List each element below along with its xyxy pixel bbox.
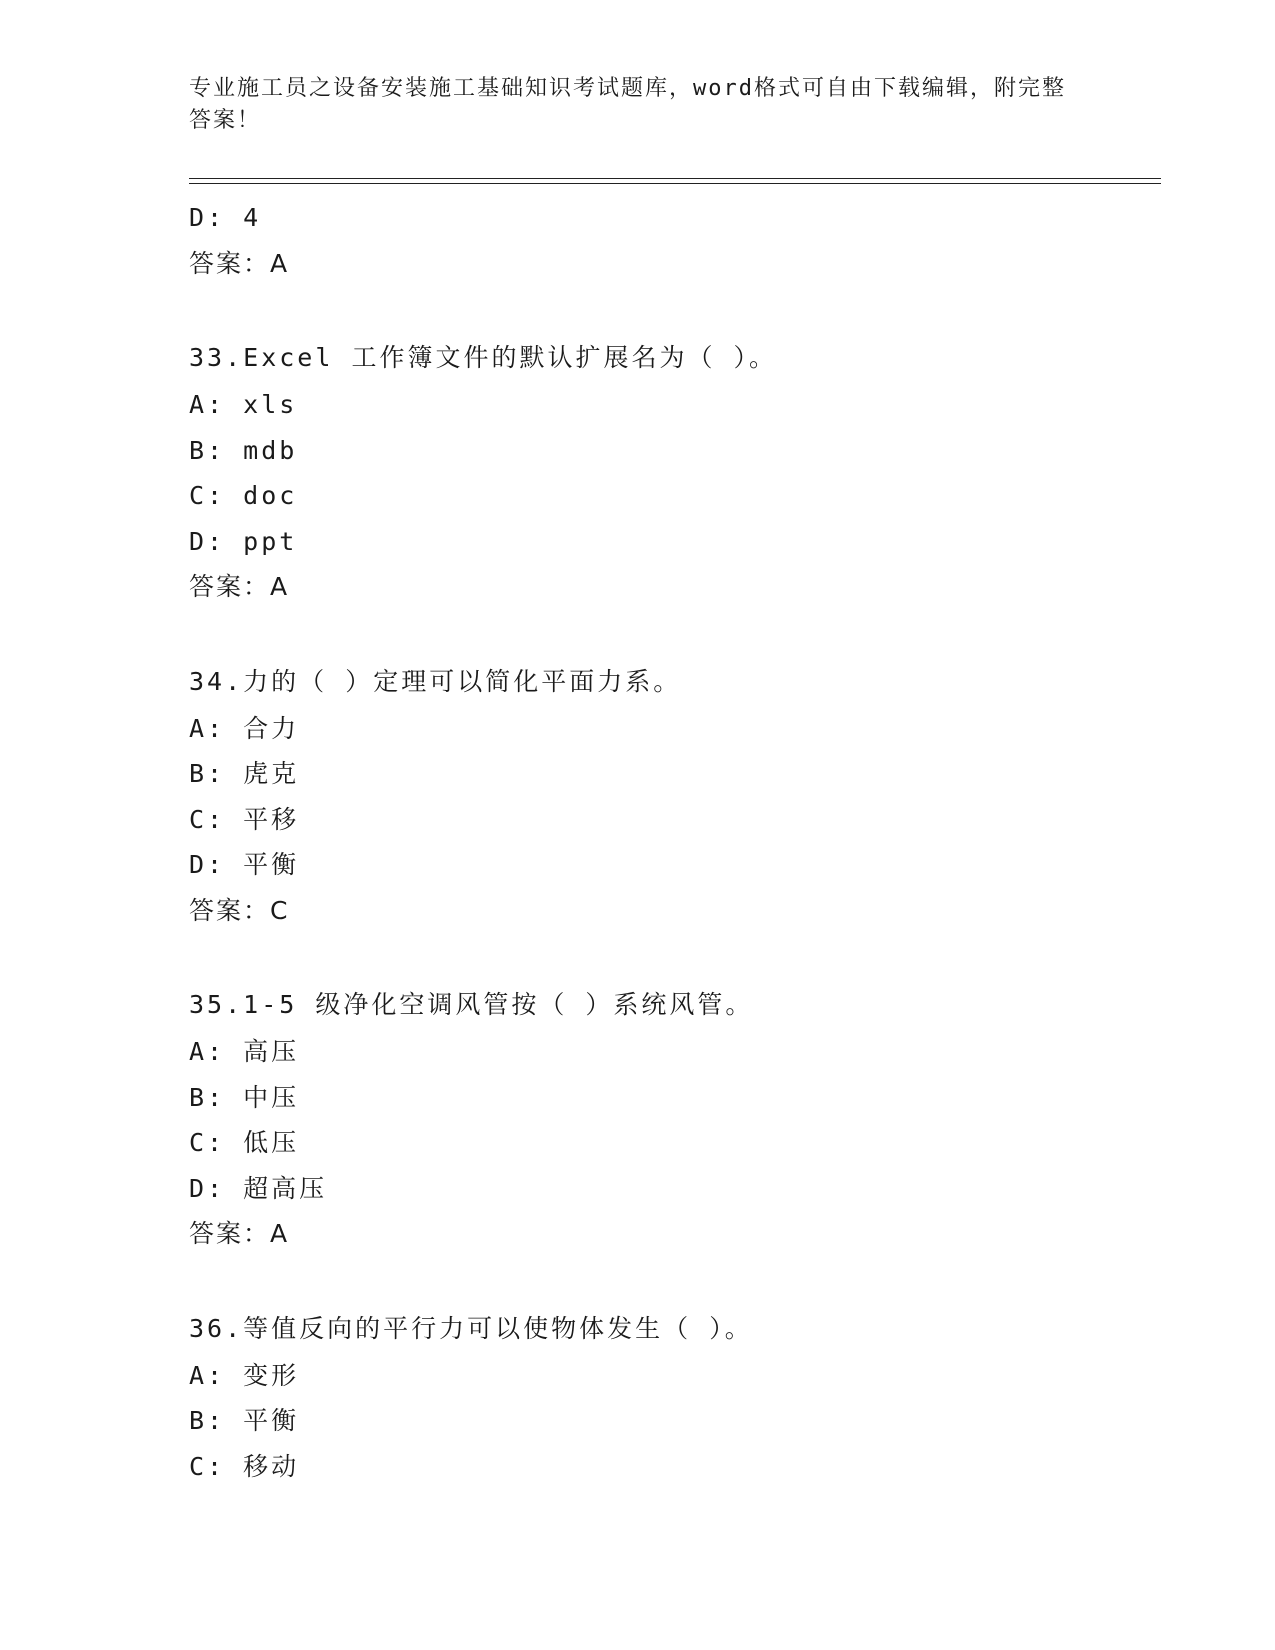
option-c: C: 低压 [189,1128,300,1157]
document-header: 专业施工员之设备安装施工基础知识考试题库，word格式可自由下载编辑，附完整答案！ [189,76,1066,133]
spacer [189,1257,1149,1305]
question-title: 35.1-5 级净化空调风管按（ ）系统风管。 [189,990,754,1019]
spacer [189,933,1149,981]
question-list [189,195,1149,1489]
option-d: D: 4 [189,203,262,232]
option-b: B: 平衡 [189,1406,300,1435]
header-rule-top [189,178,1161,179]
header-rule-bottom [189,183,1161,184]
answer-line: 答案：A [189,572,290,601]
question-35 [189,981,1149,1257]
prev-question-tail [189,195,1149,286]
question-36 [189,1305,1149,1490]
option-d: D: 平衡 [189,850,300,879]
question-title: 33.Excel 工作簿文件的默认扩展名为（ ）。 [189,343,778,372]
option-a: A: 高压 [189,1037,300,1066]
option-c: C: 平移 [189,804,300,834]
option-b: B: 虎克 [189,759,300,788]
option-c: C: 移动 [189,1451,300,1481]
option-d: D: 超高压 [189,1173,328,1203]
option-a: A: xls [189,390,298,419]
spacer [189,286,1149,334]
option-a: A: 合力 [189,713,300,743]
option-d: D: ppt [189,526,298,556]
question-34 [189,658,1149,934]
spacer [189,610,1149,658]
option-a: A: 变形 [189,1360,300,1390]
option-b: B: 中压 [189,1082,300,1112]
option-c: C: doc [189,481,298,510]
answer-line: 答案：C [189,895,290,925]
answer-line: 答案：A [189,1219,290,1248]
option-b: B: mdb [189,435,298,465]
question-title: 34.力的（ ）定理可以简化平面力系。 [189,666,682,696]
question-33 [189,334,1149,610]
answer-line: 答案：A [189,248,290,278]
question-title: 36.等值反向的平行力可以使物体发生（ ）。 [189,1313,753,1343]
